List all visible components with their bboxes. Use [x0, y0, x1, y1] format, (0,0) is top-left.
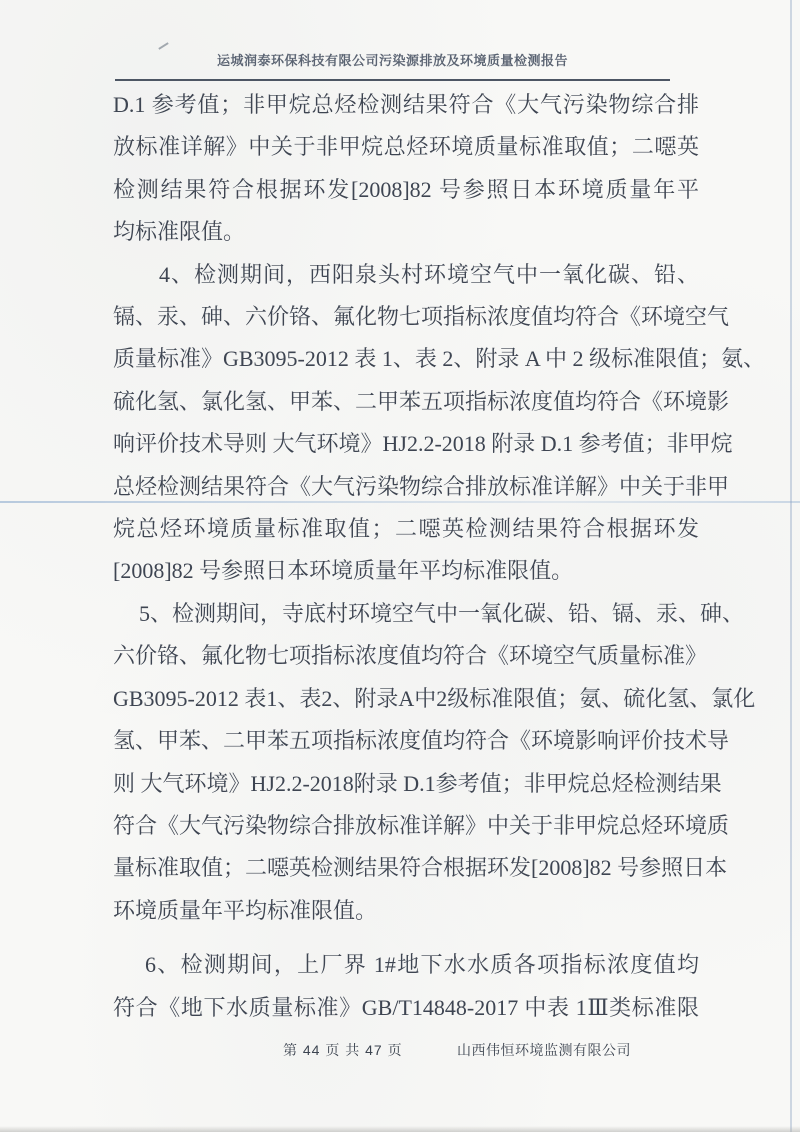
- page-footer: [0, 1040, 800, 1062]
- text-line: 5、检测期间，寺底村环境空气中一氧化碳、铅、镉、汞、砷、: [139, 600, 745, 626]
- text-line: 氢、甲苯、二甲苯五项指标浓度值均符合《环境影响评价技术导: [113, 728, 730, 754]
- paragraph-item-4: [113, 254, 766, 593]
- text-line: 放标准详解》中关于非甲烷总烃环境质量标准取值；二噁英: [113, 134, 699, 160]
- text-line: 则 大气环境》HJ2.2-2018附录 D.1参考值；非甲烷总烃检测结果: [113, 770, 722, 796]
- text-line: GB3095-2012 表1、表2、附录A中2级标准限值；氨、硫化氢、氯化: [113, 685, 756, 711]
- text-line: 质量标准》GB3095-2012 表 1、表 2、附录 A 中 2 级标准限值；氨、: [113, 346, 766, 372]
- text-line: 六价铬、氟化物七项指标浓度值均符合《环境空气质量标准》: [113, 643, 708, 669]
- paragraph-item-5: [113, 593, 756, 932]
- scan-page-edge-line: [790, 0, 792, 1132]
- scan-tick-artifact: [158, 42, 168, 50]
- text-line: 符合《大气污染物综合排放标准详解》中关于非甲烷总烃环境质: [113, 812, 730, 838]
- text-line: 环境质量年平均标准限值。: [113, 897, 378, 923]
- text-line: 硫化氢、氯化氢、甲苯、二甲苯五项指标浓度值均符合《环境影: [113, 388, 730, 414]
- header-divider-rule: [115, 79, 670, 81]
- page-header-title: 运城润泰环保科技有限公司污染源排放及环境质量检测报告: [216, 53, 568, 68]
- scan-bottom-shadow: [0, 1126, 800, 1132]
- scan-fold-line-artifact: [0, 501, 800, 503]
- text-line: 4、检测期间，西阳泉头村环境空气中一氧化碳、铅、: [159, 261, 699, 287]
- text-line: [2008]82 号参照日本环境质量年平均标准限值。: [113, 558, 574, 584]
- text-line: 量标准取值；二噁英检测结果符合根据环发[2008]82 号参照日本: [113, 855, 728, 881]
- text-line: 检测结果符合根据环发[2008]82 号参照日本环境质量年平: [113, 176, 699, 202]
- text-line: 6、检测期间，上厂界 1#地下水水质各项指标浓度值均: [145, 952, 699, 978]
- report-body-text: [113, 84, 766, 1029]
- text-line: 总烃检测结果符合《大气污染物综合排放标准详解》中关于非甲: [113, 473, 730, 499]
- text-line: D.1 参考值；非甲烷总烃检测结果符合《大气污染物综合排: [113, 92, 699, 117]
- paragraph-item-6: [113, 944, 699, 1029]
- footer-company-name: 山西伟恒环境监测有限公司: [457, 1042, 631, 1058]
- text-line: 烷总烃环境质量标准取值；二噁英检测结果符合根据环发: [113, 516, 699, 542]
- text-line: 符合《地下水质量标准》GB/T14848-2017 中表 1Ⅲ类标准限: [113, 994, 699, 1020]
- text-line: 均标准限值。: [113, 219, 246, 245]
- text-line: 响评价技术导则 大气环境》HJ2.2-2018 附录 D.1 参考值；非甲烷: [113, 431, 733, 457]
- footer-page-number: 第 44 页 共 47 页: [283, 1042, 403, 1058]
- paragraph-continuation: [113, 84, 699, 254]
- text-line: 镉、汞、砷、六价铬、氟化物七项指标浓度值均符合《环境空气: [113, 304, 730, 330]
